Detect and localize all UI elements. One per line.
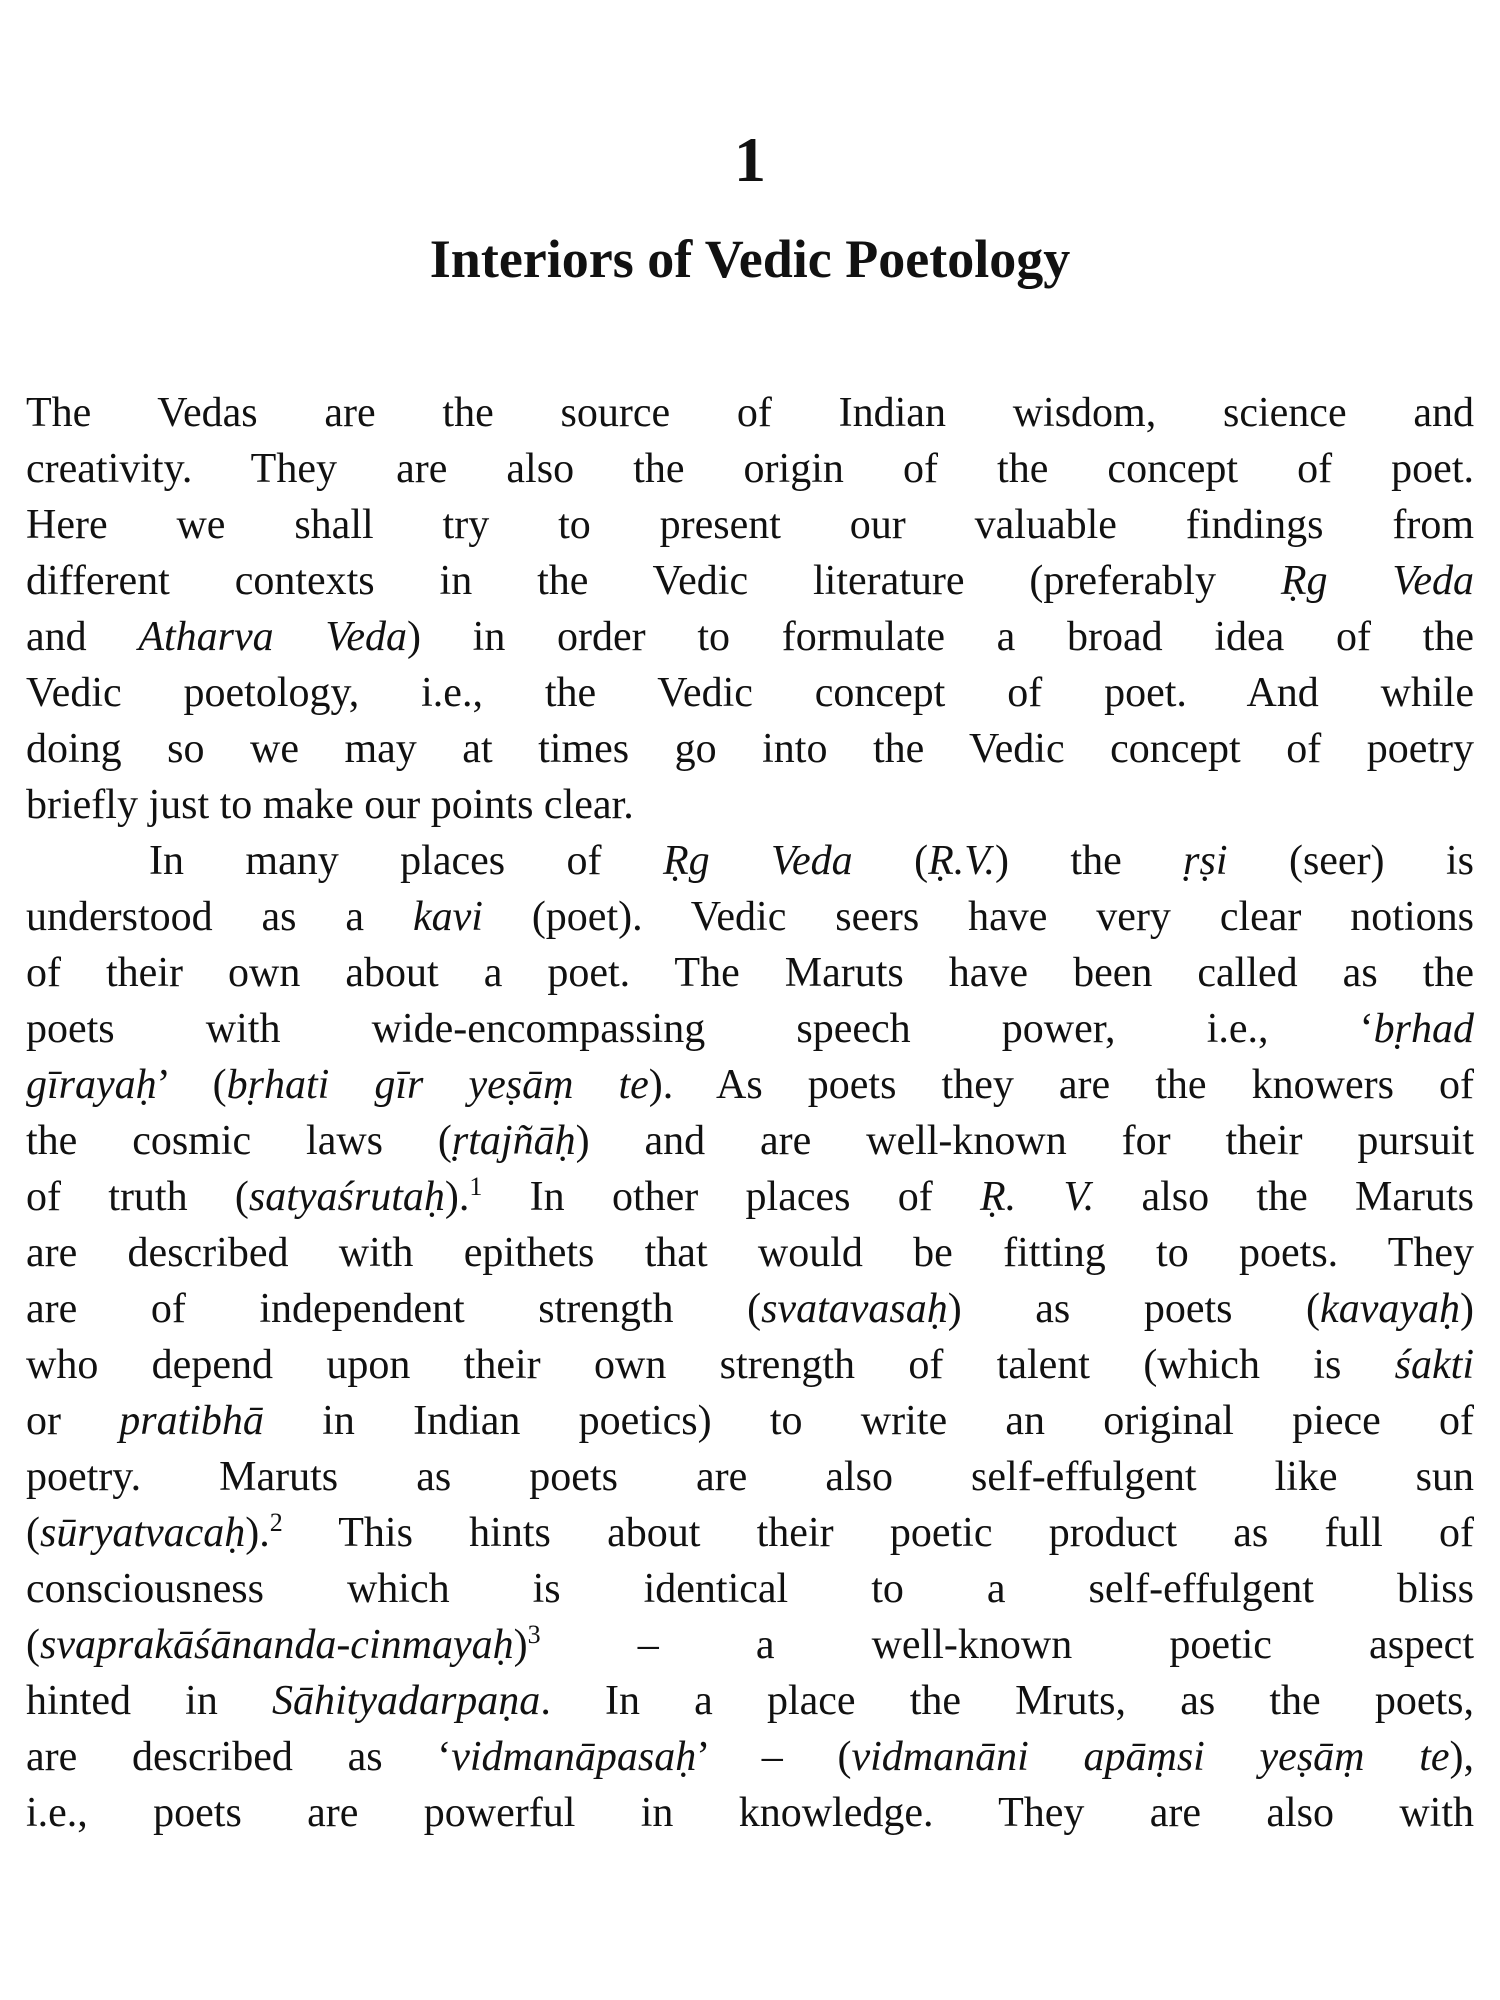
text-segment: poets with wide-encompassing speech power, i.e., ‘ (26, 1006, 1374, 1052)
italic-term: bṛhad (1373, 1006, 1474, 1052)
text-segment: – a well-known poetic aspect (540, 1622, 1474, 1668)
text-segment: . In a place the Mruts, as the poets, (540, 1678, 1474, 1724)
text-segment: In many places of (149, 838, 663, 884)
text-segment: of truth ( (26, 1174, 249, 1220)
italic-term: svaprakāśānanda-cinmayaḥ (40, 1622, 514, 1668)
text-line (26, 777, 1474, 833)
text-segment: ). (444, 1174, 470, 1220)
text-line (26, 833, 1474, 889)
chapter-number: 1 (734, 124, 766, 195)
text-segment: also the Maruts (1094, 1174, 1475, 1220)
text-line (26, 1001, 1474, 1057)
text-line (26, 665, 1474, 721)
text-segment: are described with epithets that would be fitting to poets. They (26, 1230, 1474, 1276)
italic-term: Ṛ.V. (928, 838, 996, 884)
italic-term: śakti (1394, 1342, 1474, 1388)
text-segment: i.e., poets are powerful in knowledge. They are also with (26, 1790, 1474, 1836)
text-line (26, 1113, 1474, 1169)
text-segment: ). (245, 1510, 270, 1556)
italic-term: Ṛ. V. (980, 1174, 1095, 1220)
text-segment: and (26, 614, 139, 660)
italic-term: Ṛg Veda (662, 838, 853, 884)
footnote-marker: 1 (469, 1172, 483, 1201)
text-segment: are of independent strength ( (26, 1286, 762, 1332)
text-segment: ) (1459, 1286, 1474, 1332)
text-segment: In other places of (482, 1174, 981, 1220)
footnote-marker: 3 (527, 1620, 541, 1649)
text-line (26, 1673, 1474, 1729)
text-segment: doing so we may at times go into the Vedic concept of poetry (26, 726, 1474, 772)
italic-term: kavayaḥ (1320, 1286, 1460, 1332)
text-line (26, 1561, 1474, 1617)
text-segment: of their own about a poet. The Maruts have been called as the (26, 950, 1474, 996)
text-segment: different contexts in the Vedic literature (preferably (26, 558, 1281, 604)
text-segment: creativity. They are also the origin of the concept of poet. (26, 446, 1474, 492)
text-segment: who depend upon their own strength of talent (which is (26, 1342, 1395, 1388)
text-line (26, 1281, 1474, 1337)
text-segment: hinted in (26, 1678, 272, 1724)
text-line (26, 945, 1474, 1001)
text-segment: Vedic poetology, i.e., the Vedic concept of poet. And while (26, 670, 1474, 716)
text-line (26, 1057, 1474, 1113)
text-line (26, 497, 1474, 553)
text-segment: or (26, 1398, 120, 1444)
text-segment: ) (513, 1622, 528, 1668)
text-segment: ) as poets ( (947, 1286, 1321, 1332)
italic-term: gīrayaḥ (26, 1062, 157, 1108)
italic-term: kavi (412, 894, 483, 940)
text-segment: understood as a (26, 894, 413, 940)
text-segment: the cosmic laws ( (26, 1118, 452, 1164)
text-segment: (seer) is (1227, 838, 1474, 884)
text-segment: This hints about their poetic product as full of (282, 1510, 1474, 1556)
italic-term: satyaśrutaḥ (248, 1174, 445, 1220)
italic-term: Atharva Veda (138, 614, 407, 660)
text-line (26, 1785, 1474, 1841)
italic-term: sūryatvacaḥ (40, 1510, 246, 1556)
text-segment: ) and are well-known for their pursuit (575, 1118, 1474, 1164)
text-segment: (poet). Vedic seers have very clear notions (482, 894, 1474, 940)
text-line (26, 1337, 1474, 1393)
text-segment: ), (1449, 1734, 1474, 1780)
text-line (26, 1393, 1474, 1449)
text-line (26, 441, 1474, 497)
chapter-title: Interiors of Vedic Poetology (429, 229, 1071, 289)
text-line (26, 385, 1474, 441)
text-segment: poetry. Maruts as poets are also self-effulgent like sun (26, 1454, 1474, 1500)
text-line (26, 1449, 1474, 1505)
text-segment: briefly just to make our points clear. (26, 782, 634, 828)
text-line (26, 1225, 1474, 1281)
text-line (26, 1505, 1474, 1561)
text-segment: ( (26, 1510, 40, 1556)
text-segment: in Indian poetics) to write an original piece of (263, 1398, 1474, 1444)
text-line (26, 609, 1474, 665)
text-segment: ( (852, 838, 929, 884)
text-segment: The Vedas are the source of Indian wisdom, science and (26, 390, 1474, 436)
text-segment: ( (26, 1622, 40, 1668)
text-line (26, 1169, 1474, 1225)
text-line (26, 553, 1474, 609)
italic-term: vidmanāpasaḥ (451, 1734, 697, 1780)
text-segment: consciousness which is identical to a self-effulgent bliss (26, 1566, 1474, 1612)
text-segment: Here we shall try to present our valuable findings from (26, 502, 1474, 548)
italic-term: pratibhā (119, 1398, 264, 1444)
italic-term: ṛtajñāḥ (451, 1118, 576, 1164)
text-segment: ) in order to formulate a broad idea of the (407, 614, 1474, 660)
body-text (26, 385, 1474, 1841)
italic-term: vidmanāni apāṃsi yeṣāṃ te (851, 1734, 1450, 1780)
text-line (26, 721, 1474, 777)
text-segment: are described as ‘ (26, 1734, 452, 1780)
italic-term: bṛhati gīr yeṣāṃ te (226, 1062, 649, 1108)
text-segment: ) the (995, 838, 1184, 884)
text-line (26, 889, 1474, 945)
text-segment: ). As poets they are the knowers of (648, 1062, 1475, 1108)
italic-term: svatavasaḥ (761, 1286, 948, 1332)
text-segment: ’ – ( (696, 1734, 852, 1780)
text-line (26, 1617, 1474, 1673)
footnote-marker: 2 (269, 1508, 283, 1537)
italic-term: ṛṣi (1183, 838, 1228, 884)
text-segment: ’ ( (156, 1062, 227, 1108)
text-line (26, 1729, 1474, 1785)
italic-term: Ṛg Veda (1280, 558, 1475, 604)
italic-term: Sāhityadarpaṇa (271, 1678, 541, 1724)
